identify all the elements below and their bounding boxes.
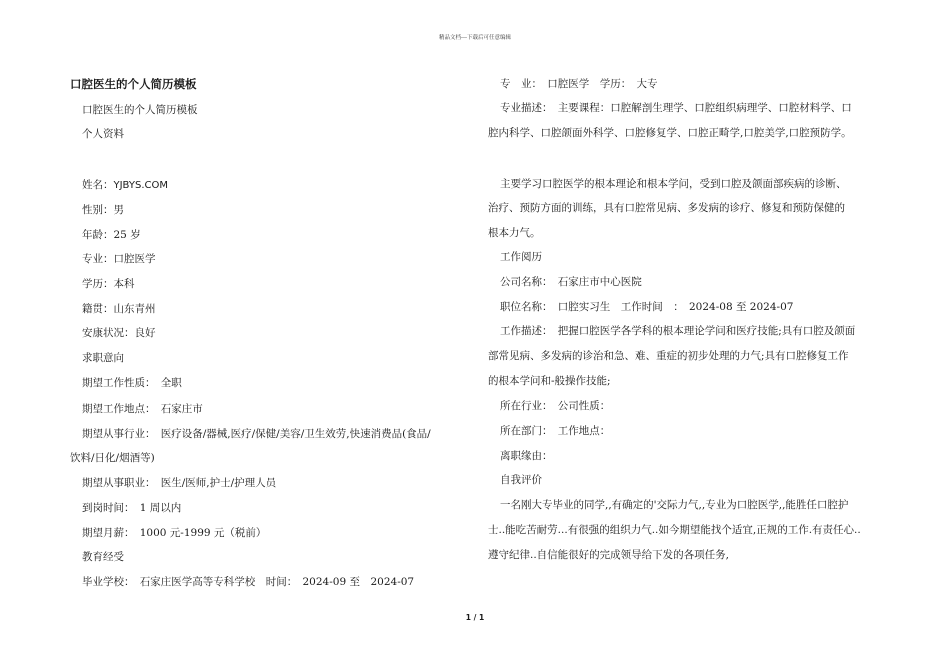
- company-field: 公司名称： 石家庄市中心医院: [500, 276, 642, 288]
- position-field: 职位名称： 口腔实习生 工作时间 ： 2024-08 至 2024-07: [500, 301, 794, 313]
- department-field: 所在部门： 工作地点：: [500, 425, 611, 437]
- name-label: 姓名：: [82, 179, 114, 191]
- work-description-line3: 的根本学问和-般操作技能;: [488, 375, 611, 387]
- evaluation-line2: 士..能吃苦耐劳...有很强的组织力气..如今期望能找个适宜,正规的工作.有责任心..: [488, 524, 861, 536]
- gender-field: 性别：男: [82, 204, 124, 216]
- section-evaluation: 自我评价: [500, 474, 542, 486]
- arrival-field: 到岗时间： 1 周以内: [82, 502, 182, 514]
- job-location-field: 期望工作地点： 石家庄市: [82, 403, 203, 415]
- major-description-line2: 腔内科学、口腔颌面外科学、口腔修复学、口腔正畸学,口腔美学,口腔预防学。: [488, 127, 852, 139]
- leave-reason-field: 离职缘由：: [500, 450, 553, 462]
- major-field: 专业：口腔医学: [82, 253, 156, 265]
- study-paragraph-line1: 主要学习口腔医学的根本理论和根本学问，受到口腔及颌面部疾病的诊断、: [500, 178, 847, 190]
- major-description-line1: 专业描述： 主要课程：口腔解剖生理学、口腔组织病理学、口腔材料学、口: [500, 102, 852, 114]
- page-header: 精品文档---下载后可任意编辑: [439, 35, 511, 41]
- education-field: 学历：本科: [82, 278, 135, 290]
- school-field: 毕业学校： 石家庄医学高等专科学校 时间： 2024-09 至 2024-07: [82, 576, 415, 588]
- subtitle: 口腔医生的个人简历模板: [82, 104, 198, 116]
- job-type-field: 期望工作性质： 全职: [82, 377, 182, 389]
- evaluation-line3: 遵守纪律..自信能很好的完成领导给下发的各项任务,: [488, 549, 730, 561]
- salary-field: 期望月薪： 1000 元-1999 元（税前）: [82, 527, 267, 539]
- section-education: 教育经受: [82, 551, 124, 563]
- section-work: 工作阅历: [500, 251, 542, 263]
- evaluation-line1: 一名刚大专毕业的同学,,有确定的'交际力气,,专业为口腔医学,,能胜任口腔护: [500, 499, 849, 511]
- major-degree-line: 专 业： 口腔医学 学历： 大专: [500, 78, 658, 90]
- study-paragraph-line2: 治疗、预防方面的训练，具有口腔常见病、多发病的诊疗、修复和预防保健的: [488, 202, 845, 214]
- section-personal: 个人资料: [82, 128, 124, 140]
- document-title: 口腔医生的个人简历模板: [70, 77, 197, 91]
- name-field: [82, 178, 168, 193]
- work-description-line2: 部常见病、多发病的诊治和急、难、重症的初步处理的力气;具有口腔修复工作: [488, 350, 849, 362]
- name-value: YJBYS.COM: [113, 180, 168, 191]
- health-field: 安康状况：良好: [82, 327, 156, 339]
- sector-field: 所在行业： 公司性质：: [500, 400, 611, 412]
- section-intent: 求职意向: [82, 352, 124, 364]
- occupation-field: 期望从事职业： 医生/医师,护士/护理人员: [82, 477, 277, 489]
- industry-field-line1: 期望从事行业： 医疗设备/器械,医疗/保健/美容/卫生效劳,快速消费品(食品/: [82, 428, 431, 440]
- age-field: 年龄：25 岁: [82, 229, 141, 241]
- page-number: 1 / 1: [465, 613, 485, 622]
- study-paragraph-line3: 根本力气。: [488, 227, 541, 239]
- industry-field-line2: 饮料/日化/烟酒等): [70, 452, 155, 464]
- origin-field: 籍贯：山东青州: [82, 303, 156, 315]
- work-description-line1: 工作描述： 把握口腔医学各学科的根本理论学问和医疗技能;具有口腔及颌面: [500, 325, 856, 337]
